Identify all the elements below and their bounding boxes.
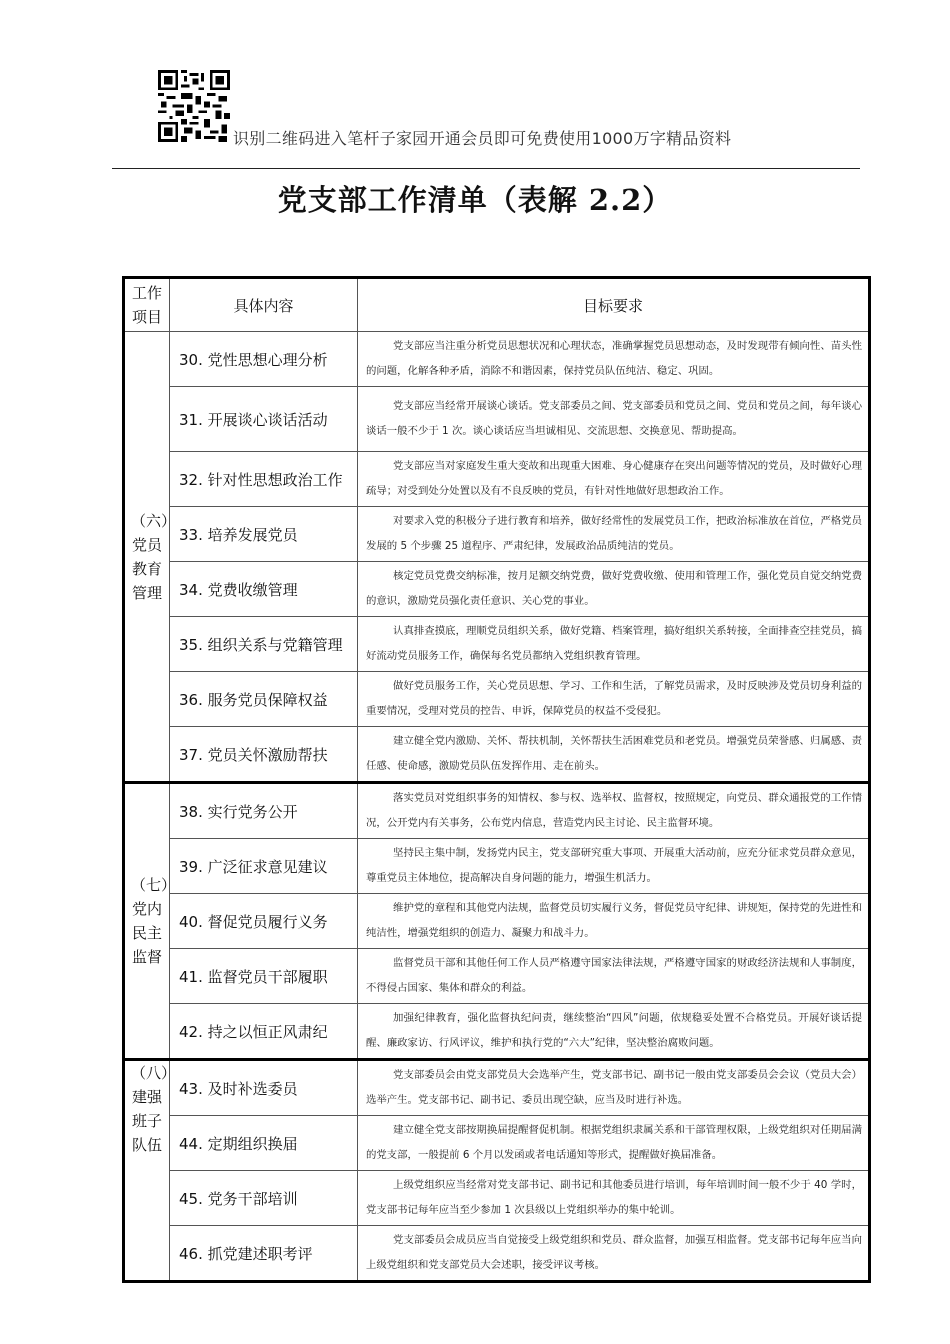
goal-cell: 认真排查摸底，理顺党员组织关系，做好党籍、档案管理，搞好组织关系转接，全面排查空挂党员，搞好流动党员服务工作，确保每名党员都纳入党组织教育管理。: [358, 617, 870, 672]
goal-cell: 建立健全党内激励、关怀、帮扶机制，关怀帮扶生活困难党员和老党员。增强党员荣誉感、归属感、责任感、使命感，激励党员队伍发挥作用、走在前头。: [358, 727, 870, 783]
goal-cell: 加强纪律教育，强化监督执纪问责，继续整治“四风”问题，依规稳妥处置不合格党员。开展好谈话提醒、廉政家访、行风评议，维护和执行党的“六大”纪律，坚决整治腐败问题。: [358, 1004, 870, 1060]
item-cell: 43. 及时补选委员: [170, 1060, 358, 1116]
table-row: [124, 1004, 870, 1060]
item-cell: 46. 抓党建述职考评: [170, 1226, 358, 1282]
qr-code-image: [158, 70, 230, 142]
table-row: [124, 783, 870, 839]
goal-cell: 建立健全党支部按期换届提醒督促机制。根据党组织隶属关系和干部管理权限，上级党组织对任期届满的党支部，一般提前 6 个月以发函或者电话通知等形式，提醒做好换届准备。: [358, 1116, 870, 1171]
table-row: [124, 1116, 870, 1171]
goal-cell: 对要求入党的积极分子进行教育和培养，做好经常性的发展党员工作，把政治标准放在首位，严格党员发展的 5 个步骤 25 道程序、严肃纪律，发展政治品质纯洁的党员。: [358, 507, 870, 562]
category-cell: （七）党内民主监督: [124, 783, 170, 1060]
item-cell: 38. 实行党务公开: [170, 783, 358, 839]
table-row: [124, 672, 870, 727]
header-divider: [112, 168, 860, 169]
goal-cell: 坚持民主集中制，发扬党内民主，党支部研究重大事项、开展重大活动前，应充分征求党员群众意见，尊重党员主体地位，提高解决自身问题的能力，增强生机活力。: [358, 839, 870, 894]
table-row: [124, 949, 870, 1004]
category-cell: （八）建强班子队伍: [124, 1060, 170, 1282]
table-row: [124, 1060, 870, 1116]
item-cell: 42. 持之以恒正风肃纪: [170, 1004, 358, 1060]
item-cell: 41. 监督党员干部履职: [170, 949, 358, 1004]
table-row: [124, 1171, 870, 1226]
item-cell: 34. 党费收缴管理: [170, 562, 358, 617]
header-item: 具体内容: [170, 278, 358, 332]
promo-note: 识别二维码进入笔杆子家园开通会员即可免费使用1000万字精品资料: [233, 129, 732, 148]
item-cell: 40. 督促党员履行义务: [170, 894, 358, 949]
item-cell: 45. 党务干部培训: [170, 1171, 358, 1226]
goal-cell: 党支部应当对家庭发生重大变故和出现重大困难、身心健康存在突出问题等情况的党员，及时做好心理疏导；对受到处分处置以及有不良反映的党员，有针对性地做好思想政治工作。: [358, 452, 870, 507]
table-row: [124, 332, 870, 387]
table-row: [124, 727, 870, 783]
table-row: [124, 562, 870, 617]
goal-cell: 核定党员党费交纳标准，按月足额交纳党费，做好党费收缴、使用和管理工作，强化党员自觉交纳党费的意识，激励党员强化责任意识、关心党的事业。: [358, 562, 870, 617]
item-cell: 36. 服务党员保障权益: [170, 672, 358, 727]
table-row: [124, 452, 870, 507]
document-title: 党支部工作清单（表解 2.2）: [277, 183, 673, 217]
work-list-table: [122, 276, 871, 1283]
table-row: [124, 387, 870, 452]
table-row: [124, 1226, 870, 1282]
item-cell: 31. 开展谈心谈话活动: [170, 387, 358, 452]
goal-cell: 维护党的章程和其他党内法规，监督党员切实履行义务，督促党员守纪律、讲规矩，保持党的先进性和纯洁性，增强党组织的创造力、凝聚力和战斗力。: [358, 894, 870, 949]
item-cell: 35. 组织关系与党籍管理: [170, 617, 358, 672]
item-cell: 30. 党性思想心理分析: [170, 332, 358, 387]
table-row: [124, 839, 870, 894]
goal-cell: 党支部应当经常开展谈心谈话。党支部委员之间、党支部委员和党员之间、党员和党员之间，每年谈心谈话一般不少于 1 次。谈心谈话应当坦诚相见、交流思想、交换意见、帮助提高。: [358, 387, 870, 452]
item-cell: 44. 定期组织换届: [170, 1116, 358, 1171]
item-cell: 32. 针对性思想政治工作: [170, 452, 358, 507]
goal-cell: 党支部委员会成员应当自觉接受上级党组织和党员、群众监督，加强互相监督。党支部书记每年应当向上级党组织和党支部党员大会述职，接受评议考核。: [358, 1226, 870, 1282]
goal-cell: 做好党员服务工作，关心党员思想、学习、工作和生活，了解党员需求，及时反映涉及党员切身利益的重要情况，受理对党员的控告、申诉，保障党员的权益不受侵犯。: [358, 672, 870, 727]
item-cell: 39. 广泛征求意见建议: [170, 839, 358, 894]
table-row: [124, 894, 870, 949]
table-row: [124, 617, 870, 672]
header-goal: 目标要求: [358, 278, 870, 332]
header-category: 工作项目: [124, 278, 170, 332]
table-row: [124, 507, 870, 562]
goal-cell: 监督党员干部和其他任何工作人员严格遵守国家法律法规，严格遵守国家的财政经济法规和人事制度，不得侵占国家、集体和群众的利益。: [358, 949, 870, 1004]
goal-cell: 上级党组织应当经常对党支部书记、副书记和其他委员进行培训，每年培训时间一般不少于 40 学时，党支部书记每年应当至少参加 1 次县级以上党组织举办的集中轮训。: [358, 1171, 870, 1226]
goal-cell: 党支部应当注重分析党员思想状况和心理状态，准确掌握党员思想动态，及时发现带有倾向性、苗头性的问题，化解各种矛盾，消除不和谐因素，保持党员队伍纯洁、稳定、巩固。: [358, 332, 870, 387]
item-cell: 33. 培养发展党员: [170, 507, 358, 562]
item-cell: 37. 党员关怀激励帮扶: [170, 727, 358, 783]
goal-cell: 落实党员对党组织事务的知情权、参与权、选举权、监督权，按照规定，向党员、群众通报党的工作情况，公开党内有关事务，公布党内信息，营造党内民主讨论、民主监督环境。: [358, 783, 870, 839]
goal-cell: 党支部委员会由党支部党员大会选举产生，党支部书记、副书记一般由党支部委员会会议（党员大会）选举产生。党支部书记、副书记、委员出现空缺，应当及时进行补选。: [358, 1060, 870, 1116]
category-cell: （六）党员教育管理: [124, 332, 170, 783]
